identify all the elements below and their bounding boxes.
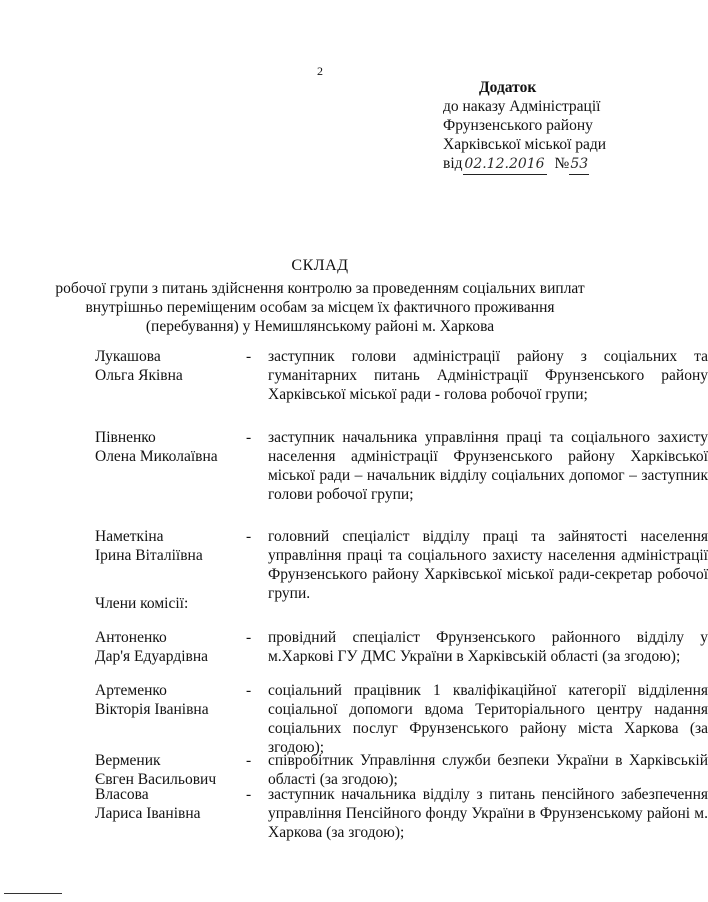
entry-dash: - [246, 682, 252, 699]
member-surname: Артеменко [95, 682, 167, 699]
member-role: провідний спеціаліст Фрунзенського районного відділу у м.Харкові ГУ ДМС України в Харківській області (за згодою); [268, 629, 708, 665]
member-name [95, 751, 245, 789]
appendix-block [443, 78, 606, 175]
handwritten-date: 02.12.2016 [463, 155, 547, 175]
handwritten-number: 53 [569, 155, 589, 175]
member-given-name: Ірина Віталіївна [95, 547, 203, 564]
member-given-name: Євген Васильович [95, 771, 217, 788]
member-role: заступник голови адміністрації району з соціальних та гуманітарних питань Адміністрації Фрунзенського району Харківської міської ради - голова робочої групи; [268, 348, 708, 403]
entry-dash: - [246, 429, 252, 446]
entry-dash: - [246, 528, 252, 545]
member-name [95, 681, 245, 719]
appendix-line: Фрунзенського району [443, 117, 593, 134]
subheading-line: робочої групи з питань здійснення контролю за проведенням соціальних виплат [55, 280, 585, 297]
member-given-name: Вікторія Іванівна [95, 701, 209, 718]
member-given-name: Олена Миколаївна [95, 448, 218, 465]
member-given-name: Лариса Іванівна [95, 805, 201, 822]
member-surname: Лукашова [95, 348, 161, 365]
document-heading: СКЛАД [291, 257, 349, 274]
appendix-line: Харківської міської ради [443, 136, 607, 153]
page-number: 2 [317, 64, 323, 78]
number-prefix: № [554, 155, 570, 172]
member-role: заступник начальника відділу з питань пенсійного забезпечення управління Пенсійного фонду України в Фрунзенському районі м. Харкова (за згодою); [268, 786, 708, 841]
document-subheading [0, 279, 640, 336]
entry-dash: - [246, 786, 252, 803]
member-role: співробітник Управління служби безпеки України в Харківській області (за згодою); [268, 752, 708, 788]
member-name [95, 428, 245, 466]
footnote-divider [4, 893, 62, 894]
order-date-number [443, 154, 606, 175]
member-surname: Півненко [95, 429, 156, 446]
members-label: Члени комісії: [95, 595, 189, 612]
member-surname: Наметкіна [95, 528, 164, 545]
member-surname: Антоненко [95, 629, 167, 646]
member-name [95, 527, 245, 565]
appendix-line: до наказу Адміністрації [443, 98, 601, 115]
member-name [95, 785, 245, 823]
entry-dash: - [246, 348, 252, 365]
member-name [95, 347, 245, 385]
entry-dash: - [246, 752, 252, 769]
member-role: соціальний працівник 1 кваліфікаційної категорії відділення соціальної допомоги вдома Територіального центру надання соціальних послуг Фрунзенського району міста Харкова (за згодою); [268, 682, 708, 756]
member-name [95, 628, 245, 666]
member-surname: Власова [95, 786, 149, 803]
member-surname: Верменик [95, 752, 161, 769]
member-role: головний спеціаліст відділу праці та зайнятості населення управління праці та соціального захисту населення адміністрації Фрунзенського району Харківської міської ради-секретар робочої групи. [268, 528, 708, 602]
date-prefix: від [443, 155, 463, 172]
member-given-name: Ольга Яківна [95, 367, 183, 384]
entry-dash: - [246, 629, 252, 646]
member-role: заступник начальника управління праці та соціального захисту населення адміністрації Фрунзенського району Харківської міської ради – начальник відділу соціальних допомог – заступник голови робочої групи; [268, 429, 708, 503]
appendix-title: Додаток [479, 79, 537, 96]
subheading-line: внутрішньо переміщеним особам за місцем їх фактичного проживання [85, 299, 555, 316]
subheading-line: (перебування) у Немишлянському районі м. Харкова [145, 318, 495, 335]
member-given-name: Дар'я Едуардівна [95, 648, 209, 665]
